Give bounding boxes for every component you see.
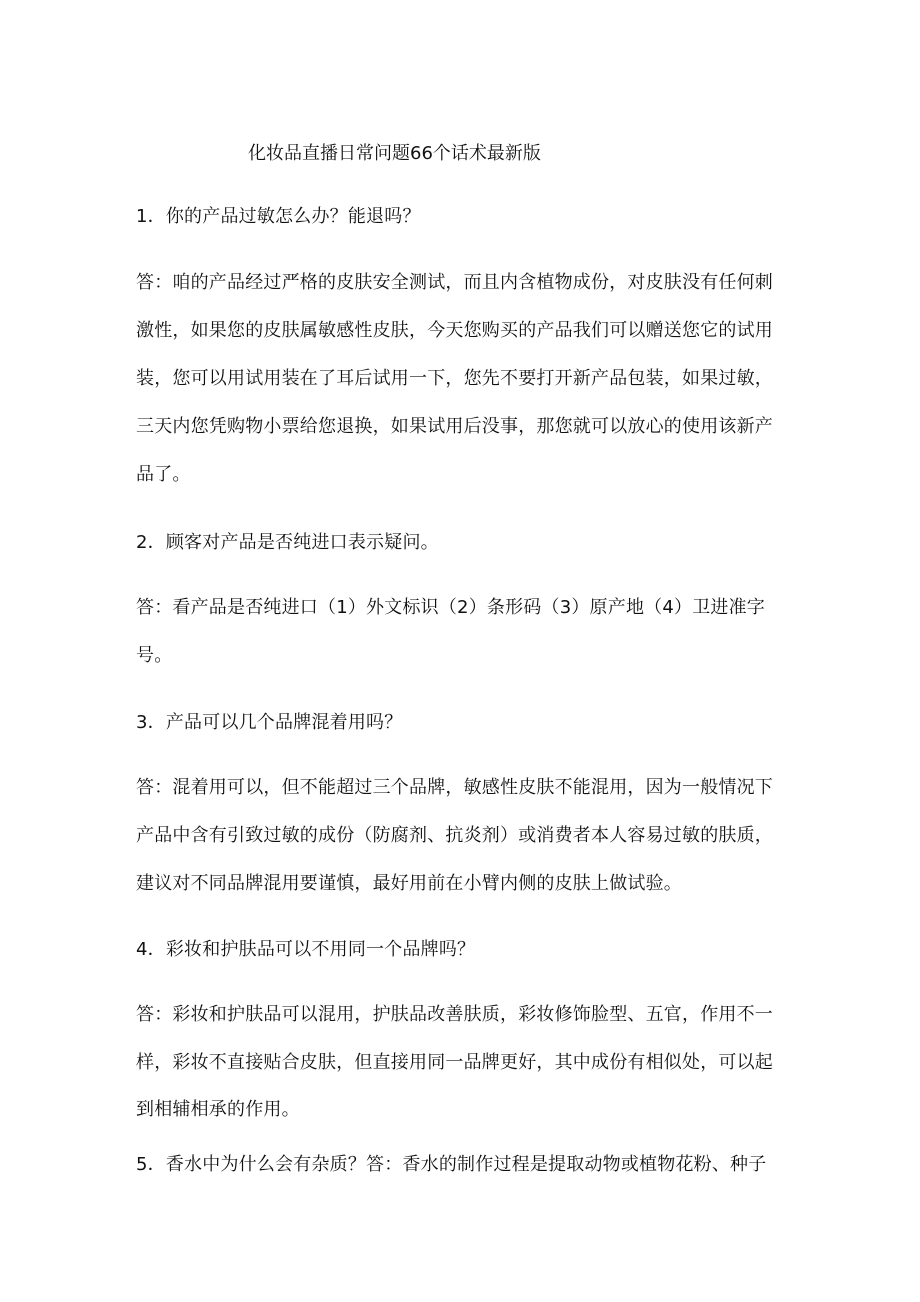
answer-3-line-1: 答：混着用可以，但不能超过三个品牌，敏感性皮肤不能混用，因为一般情况下 — [136, 777, 773, 798]
answer-4-line-3: 到相辅相承的作用。 — [136, 1099, 300, 1120]
answer-1-line-1: 答：咱的产品经过严格的皮肤安全测试，而且内含植物成份，对皮肤没有任何刺 — [136, 272, 773, 293]
answer-2-line-2: 号。 — [136, 645, 173, 666]
document-title: 化妆品直播日常问题66个话术最新版 — [248, 143, 541, 164]
question-3: 3．产品可以几个品牌混着用吗？ — [136, 712, 403, 733]
answer-3-line-3: 建议对不同品牌混用要谨慎，最好用前在小臂内侧的皮肤上做试验。 — [136, 873, 682, 894]
question-5: 5．香水中为什么会有杂质？答：香水的制作过程是提取动物或植物花粉、种子 — [136, 1154, 767, 1175]
answer-1-line-2: 激性，如果您的皮肤属敏感性皮肤，今天您购买的产品我们可以赠送您它的试用 — [136, 320, 773, 341]
answer-1-line-3: 装，您可以用试用装在了耳后试用一下，您先不要打开新产品包装，如果过敏， — [136, 368, 773, 389]
answer-2-line-1: 答：看产品是否纯进口（1）外文标识（2）条形码（3）原产地（4）卫进准字 — [136, 597, 766, 618]
answer-3-line-2: 产品中含有引致过敏的成份（防腐剂、抗炎剂）或消费者本人容易过敏的肤质， — [136, 825, 773, 846]
answer-4-line-2: 样，彩妆不直接贴合皮肤，但直接用同一品牌更好，其中成份有相似处，可以起 — [136, 1052, 773, 1073]
answer-1-line-5: 品了。 — [136, 464, 191, 485]
answer-4-line-1: 答：彩妆和护肤品可以混用，护肤品改善肤质，彩妆修饰脸型、五官，作用不一 — [136, 1004, 773, 1025]
answer-1-line-4: 三天内您凭购物小票给您退换，如果试用后没事，那您就可以放心的使用该新产 — [136, 416, 773, 437]
question-2: 2．顾客对产品是否纯进口表示疑问。 — [136, 532, 439, 553]
question-4: 4．彩妆和护肤品可以不用同一个品牌吗？ — [136, 939, 476, 960]
question-1: 1．你的产品过敏怎么办？能退吗？ — [136, 206, 421, 227]
